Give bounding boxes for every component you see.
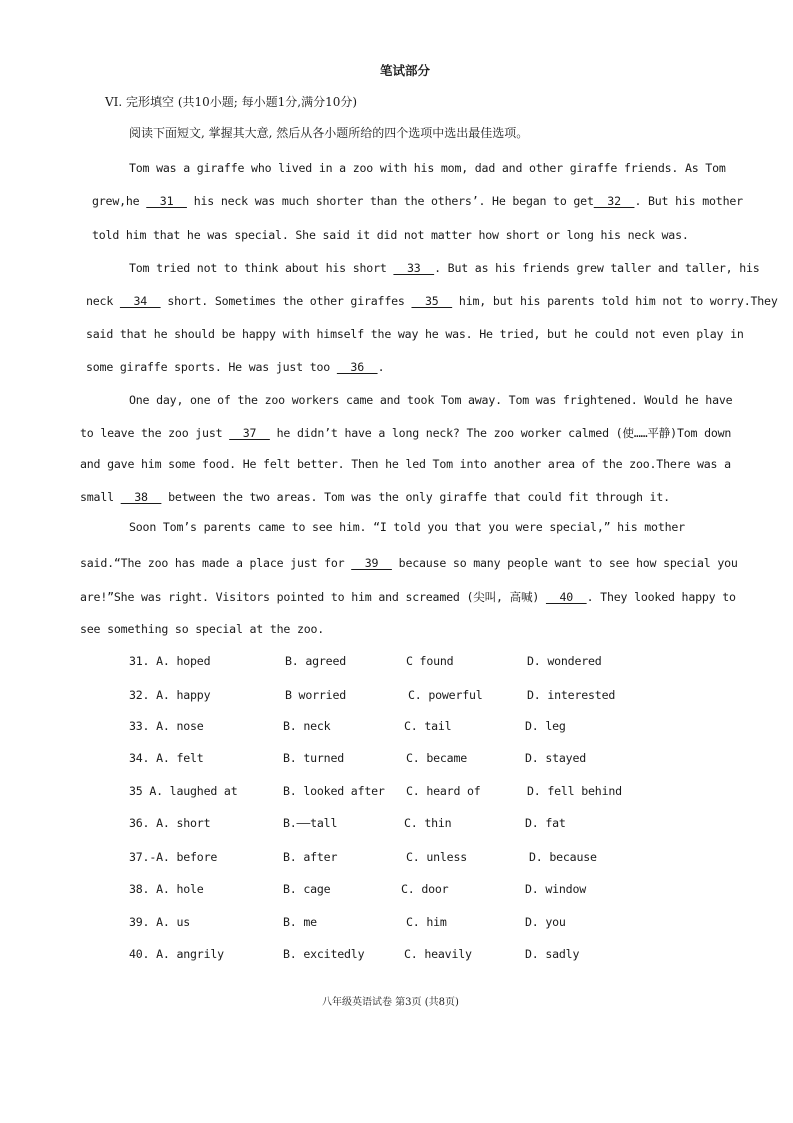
passage-line-1: Tom was a giraffe who lived in a zoo with his mom, dad and other giraffe friends. As Tom (129, 161, 726, 175)
option-d: D. window (525, 882, 587, 896)
passage-text: between the two areas. Tom was the only giraffe that could fit through it. (161, 490, 670, 504)
option-b: B. neck (283, 719, 331, 733)
option-b: B. after (283, 850, 338, 864)
passage-line-2 (92, 194, 743, 208)
option-b: B. turned (283, 751, 345, 765)
blank-38: 38 (120, 490, 162, 504)
option-b: B.——tall (283, 816, 338, 830)
section-instruction: 阅读下面短文, 掌握其大意, 然后从各小题所给的四个选项中选出最佳选项。 (129, 126, 529, 140)
option-d: D. wondered (527, 654, 602, 668)
passage-line-14 (80, 589, 736, 605)
passage-line-8: One day, one of the zoo workers came and took Tom away. Tom was frightened. Would he have (129, 393, 733, 407)
option-b: B worried (285, 688, 347, 702)
option-d: D. fat (525, 816, 566, 830)
passage-text: small (80, 490, 121, 504)
option-c: C. unless (406, 850, 468, 864)
option-c: C. became (406, 751, 468, 765)
blank-33: 33 (393, 261, 435, 275)
blank-35: 35 (411, 294, 453, 308)
passage-text: . But his mother (634, 194, 743, 208)
passage-text: said.“The zoo has made a place just for (80, 556, 352, 570)
option-d: D. because (529, 850, 597, 864)
passage-text: are!”She was right. Visitors pointed to him and screamed (尖叫, 高喊) (80, 590, 546, 604)
option-b: B. agreed (285, 654, 347, 668)
option-c: C. tail (404, 719, 452, 733)
option-c: C. heard of (406, 784, 481, 798)
passage-text: he didn’t have a long neck? The zoo worker calmed (使……平静)Tom down (269, 426, 732, 440)
option-c: C. him (406, 915, 447, 929)
blank-39: 39 (351, 556, 392, 570)
passage-line-12: Soon Tom’s parents came to see him. “I told you that you were special,” his mother (129, 520, 685, 534)
passage-text: his neck was much shorter than the others’. He began to get (186, 194, 594, 208)
page-header: 笔试部分 (380, 63, 431, 78)
passage-line-4 (129, 261, 760, 275)
passage-text: neck (86, 294, 120, 308)
passage-text: . They looked happy to (586, 590, 736, 604)
option-a: 33. A. nose (129, 719, 204, 733)
option-a: 35 A. laughed at (129, 784, 238, 798)
blank-31: 31 (146, 194, 187, 208)
option-d: D. fell behind (527, 784, 622, 798)
passage-text: to leave the zoo just (80, 426, 230, 440)
option-c: C found (406, 654, 454, 668)
passage-text: . (377, 360, 385, 374)
passage-text: . But as his friends grew taller and taller, his (434, 261, 760, 275)
option-b: B. excitedly (283, 947, 365, 961)
option-b: B. looked after (283, 784, 385, 798)
passage-line-10: and gave him some food. He felt better. Then he led Tom into another area of the zoo.There was a (80, 457, 731, 471)
passage-text: him, but his parents told him not to worry.They (452, 294, 778, 308)
passage-line-9 (80, 425, 731, 441)
option-a: 38. A. hole (129, 882, 204, 896)
page-footer: 八年级英语试卷 第3页 (共8页) (322, 997, 459, 1008)
passage-text: grew,he (92, 194, 147, 208)
blank-36: 36 (336, 360, 378, 374)
passage-line-6: said that he should be happy with himself the way he was. He tried, but he could not even play in (86, 327, 744, 341)
option-d: D. stayed (525, 751, 587, 765)
blank-34: 34 (119, 294, 161, 308)
option-a: 31. A. hoped (129, 654, 211, 668)
passage-text: because so many people want to see how special you (391, 556, 738, 570)
option-d: D. sadly (525, 947, 580, 961)
option-a: 32. A. happy (129, 688, 211, 702)
blank-37: 37 (229, 426, 270, 440)
passage-line-15: see something so special at the zoo. (80, 622, 325, 636)
option-a: 39. A. us (129, 915, 191, 929)
option-a: 40. A. angrily (129, 947, 224, 961)
blank-40: 40 (545, 590, 587, 604)
passage-text: short. Sometimes the other giraffes (160, 294, 412, 308)
passage-line-5 (86, 294, 778, 308)
passage-text: Tom tried not to think about his short (129, 261, 394, 275)
blank-32: 32 (593, 194, 635, 208)
option-b: B. me (283, 915, 317, 929)
passage-line-3: told him that he was special. She said it did not matter how short or long his neck was. (92, 228, 689, 242)
option-c: C. powerful (408, 688, 483, 702)
passage-text: some giraffe sports. He was just too (86, 360, 337, 374)
option-b: B. cage (283, 882, 331, 896)
option-d: D. leg (525, 719, 566, 733)
passage-line-7 (86, 360, 384, 374)
section-title: VI. 完形填空 (共10小题; 每小题1分,满分10分) (105, 95, 358, 109)
passage-line-11 (80, 490, 670, 504)
option-c: C. door (401, 882, 449, 896)
option-a: 36. A. short (129, 816, 211, 830)
option-d: D. interested (527, 688, 616, 702)
option-c: C. thin (404, 816, 452, 830)
passage-line-13 (80, 556, 738, 570)
option-a: 34. A. felt (129, 751, 204, 765)
option-d: D. you (525, 915, 566, 929)
option-c: C. heavily (404, 947, 472, 961)
option-a: 37.-A. before (129, 850, 218, 864)
